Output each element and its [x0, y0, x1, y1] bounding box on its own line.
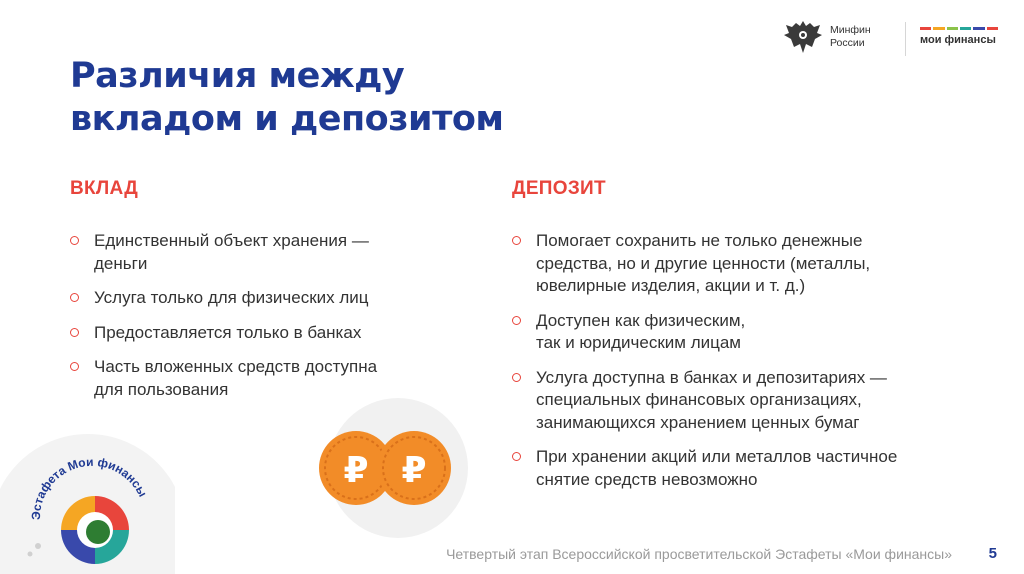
logo-divider	[905, 22, 906, 56]
depozit-list	[511, 230, 971, 503]
bullet-circle-icon	[70, 328, 79, 337]
eagle-emblem-icon	[782, 17, 824, 57]
bullet-circle-icon	[512, 373, 521, 382]
list-item: Помогает сохранить не только денежные средства, но и другие ценности (металлы, ювелирные изделия, акции и т. д.)	[511, 230, 971, 298]
footer-text: Четвертый этап Всероссийской просветительской Эстафеты «Мои финансы»	[446, 546, 952, 562]
list-item: Предоставляется только в банках	[69, 322, 449, 345]
brand-name: мои финансы	[920, 34, 996, 46]
moi-finansy-logo	[920, 27, 998, 46]
bullet-circle-icon	[70, 362, 79, 371]
bullet-circle-icon	[70, 236, 79, 245]
title-line-2: вкладом и депозитом	[70, 99, 504, 139]
ruble-coins-illustration	[300, 398, 470, 538]
svg-text:₽: ₽	[343, 450, 369, 491]
minfin-line1: Минфин	[830, 24, 871, 36]
bullet-circle-icon	[512, 236, 521, 245]
deposit-vklad-heading: ВКЛАД	[70, 178, 139, 199]
brand-color-bars	[920, 27, 998, 30]
bullet-circle-icon	[512, 316, 521, 325]
page-title	[70, 55, 590, 141]
vklad-list	[69, 230, 449, 413]
list-item: Услуга доступна в банках и депозитариях — специальных финансовых организациях, занимающихся хранением ценных бумаг	[511, 367, 971, 435]
list-item: При хранении акций или металлов частичное снятие средств невозможно	[511, 446, 971, 491]
list-item: Единственный объект хранения — деньги	[69, 230, 449, 275]
svg-text:₽: ₽	[401, 450, 427, 491]
relay-badge-logo	[0, 420, 175, 574]
minfin-line2: России	[830, 37, 865, 49]
list-item: Доступен как физическим, так и юридическим лицам	[511, 310, 971, 355]
badge-text: Эстафета Мои финансы	[28, 454, 150, 521]
page-number: 5	[988, 545, 997, 562]
list-item: Часть вложенных средств доступна для пользования	[69, 356, 449, 401]
bullet-circle-icon	[70, 293, 79, 302]
title-line-1: Различия между	[70, 56, 405, 96]
depozit-heading: ДЕПОЗИТ	[512, 178, 606, 199]
bullet-circle-icon	[512, 452, 521, 461]
minfin-logo	[782, 17, 890, 57]
ruble-coin-icon	[377, 431, 451, 505]
list-item: Услуга только для физических лиц	[69, 287, 449, 310]
